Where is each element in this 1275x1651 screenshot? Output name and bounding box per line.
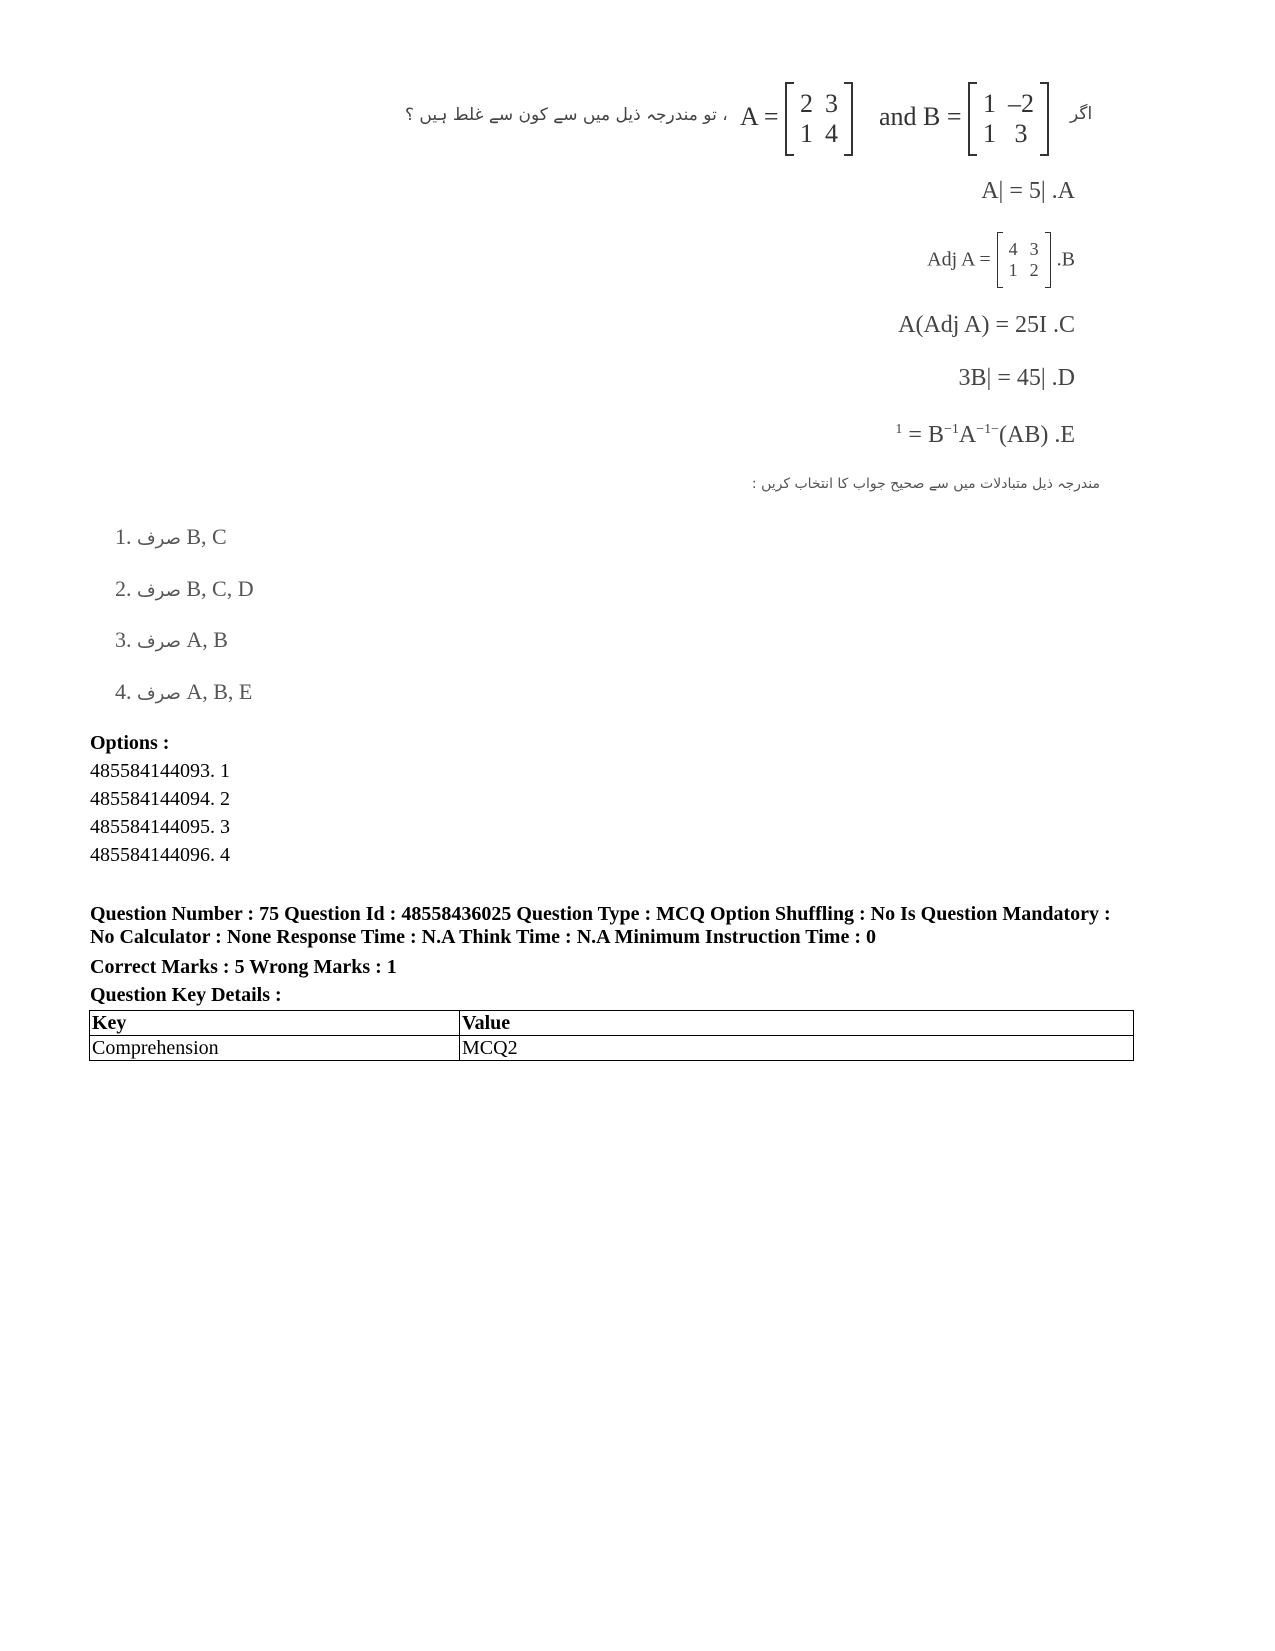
- answer-option-4: [115, 679, 252, 705]
- statement-e-sup2: −1: [943, 422, 959, 437]
- answer-option-letters: B, C: [186, 524, 227, 549]
- statement-e-sup: 1: [895, 422, 903, 437]
- answer-option-num: 3.: [115, 627, 132, 652]
- answer-option-letters: B, C, D: [186, 576, 254, 601]
- answer-option-letters: A, B: [186, 627, 228, 652]
- answer-option-letters: A, B, E: [186, 679, 253, 704]
- matrix-b-cell: 1: [983, 119, 996, 148]
- statement-d: 3B| = 45| .D: [958, 365, 1075, 391]
- adj-a-matrix: [997, 232, 1051, 288]
- urdu-instruction: مندرجہ ذیل متبادلات میں سے صحیح جواب کا انتخاب کریں :: [751, 476, 1100, 492]
- table-header-value: Value: [460, 1011, 1134, 1036]
- statement-b-prefix: Adj A =: [927, 248, 991, 271]
- table-cell-key: Comprehension: [90, 1036, 460, 1061]
- answer-option-urdu: صرف: [137, 631, 181, 652]
- statement-e-main: = B: [902, 422, 944, 448]
- answer-option-urdu: صرف: [137, 580, 181, 601]
- answer-option-3: [115, 627, 228, 653]
- statement-a: A| = 5| .A: [981, 178, 1075, 204]
- question-line: [405, 80, 1105, 160]
- key-details-table: [89, 1010, 1134, 1061]
- statement-b: [927, 232, 1075, 292]
- adj-a-cell: 4: [1008, 239, 1018, 259]
- table-row: [90, 1036, 1134, 1061]
- urdu-if-text: اگر: [1070, 104, 1093, 124]
- option-id: 485584144096. 4: [90, 844, 230, 866]
- adj-a-cell: 3: [1029, 239, 1039, 259]
- answer-option-num: 2.: [115, 576, 132, 601]
- matrix-b-cell: 1: [983, 89, 996, 118]
- matrix-a-cell: 4: [825, 119, 838, 148]
- matrix-b: [968, 82, 1049, 156]
- answer-option-num: 4.: [115, 679, 132, 704]
- table-cell-value: MCQ2: [460, 1036, 1134, 1061]
- matrix-a: [785, 82, 853, 156]
- matrix-a-cell: 2: [800, 89, 813, 118]
- statement-e-main2: A: [958, 422, 977, 448]
- adj-a-cell: 1: [1008, 260, 1018, 280]
- meta-line-1: Question Number : 75 Question Id : 48558436025 Question Type : MCQ Option Shuffling : No Is Question Mandatory :: [90, 903, 1111, 925]
- option-id: 485584144093. 1: [90, 760, 230, 782]
- answer-option-1: [115, 524, 227, 550]
- table-header-row: [90, 1011, 1134, 1036]
- table-header-key: Key: [90, 1011, 460, 1036]
- answer-option-urdu: صرف: [137, 528, 181, 549]
- key-details-heading: Question Key Details :: [90, 984, 282, 1006]
- statement-b-suffix: .B: [1056, 248, 1075, 271]
- urdu-question-text: ، تو مندرجہ ذیل میں سے کون سے غلط ہیں ؟: [405, 105, 728, 125]
- matrix-a-label: A =: [740, 102, 779, 131]
- and-b-label: and B =: [879, 102, 962, 131]
- matrix-b-cell: 3: [1014, 119, 1028, 148]
- options-heading: Options :: [90, 732, 170, 754]
- matrix-b-cell: –2: [1008, 89, 1034, 118]
- statement-e-main3: (AB) .E: [999, 422, 1075, 448]
- statement-e: [895, 422, 1075, 449]
- question-meta: [90, 903, 1200, 949]
- statement-e-sup3: −1−: [976, 422, 1000, 437]
- marks-line: Correct Marks : 5 Wrong Marks : 1: [90, 956, 397, 978]
- option-id: 485584144095. 3: [90, 816, 230, 838]
- matrix-a-cell: 1: [800, 119, 813, 148]
- option-id: 485584144094. 2: [90, 788, 230, 810]
- matrix-a-cell: 3: [825, 89, 838, 118]
- answer-option-num: 1.: [115, 524, 132, 549]
- meta-line-2: No Calculator : None Response Time : N.A Think Time : N.A Minimum Instruction Time : 0: [90, 926, 876, 948]
- answer-option-2: [115, 576, 254, 602]
- statement-c: A(Adj A) = 25I .C: [898, 312, 1075, 338]
- answer-option-urdu: صرف: [137, 683, 181, 704]
- adj-a-cell: 2: [1029, 260, 1039, 280]
- options-section: [90, 729, 230, 869]
